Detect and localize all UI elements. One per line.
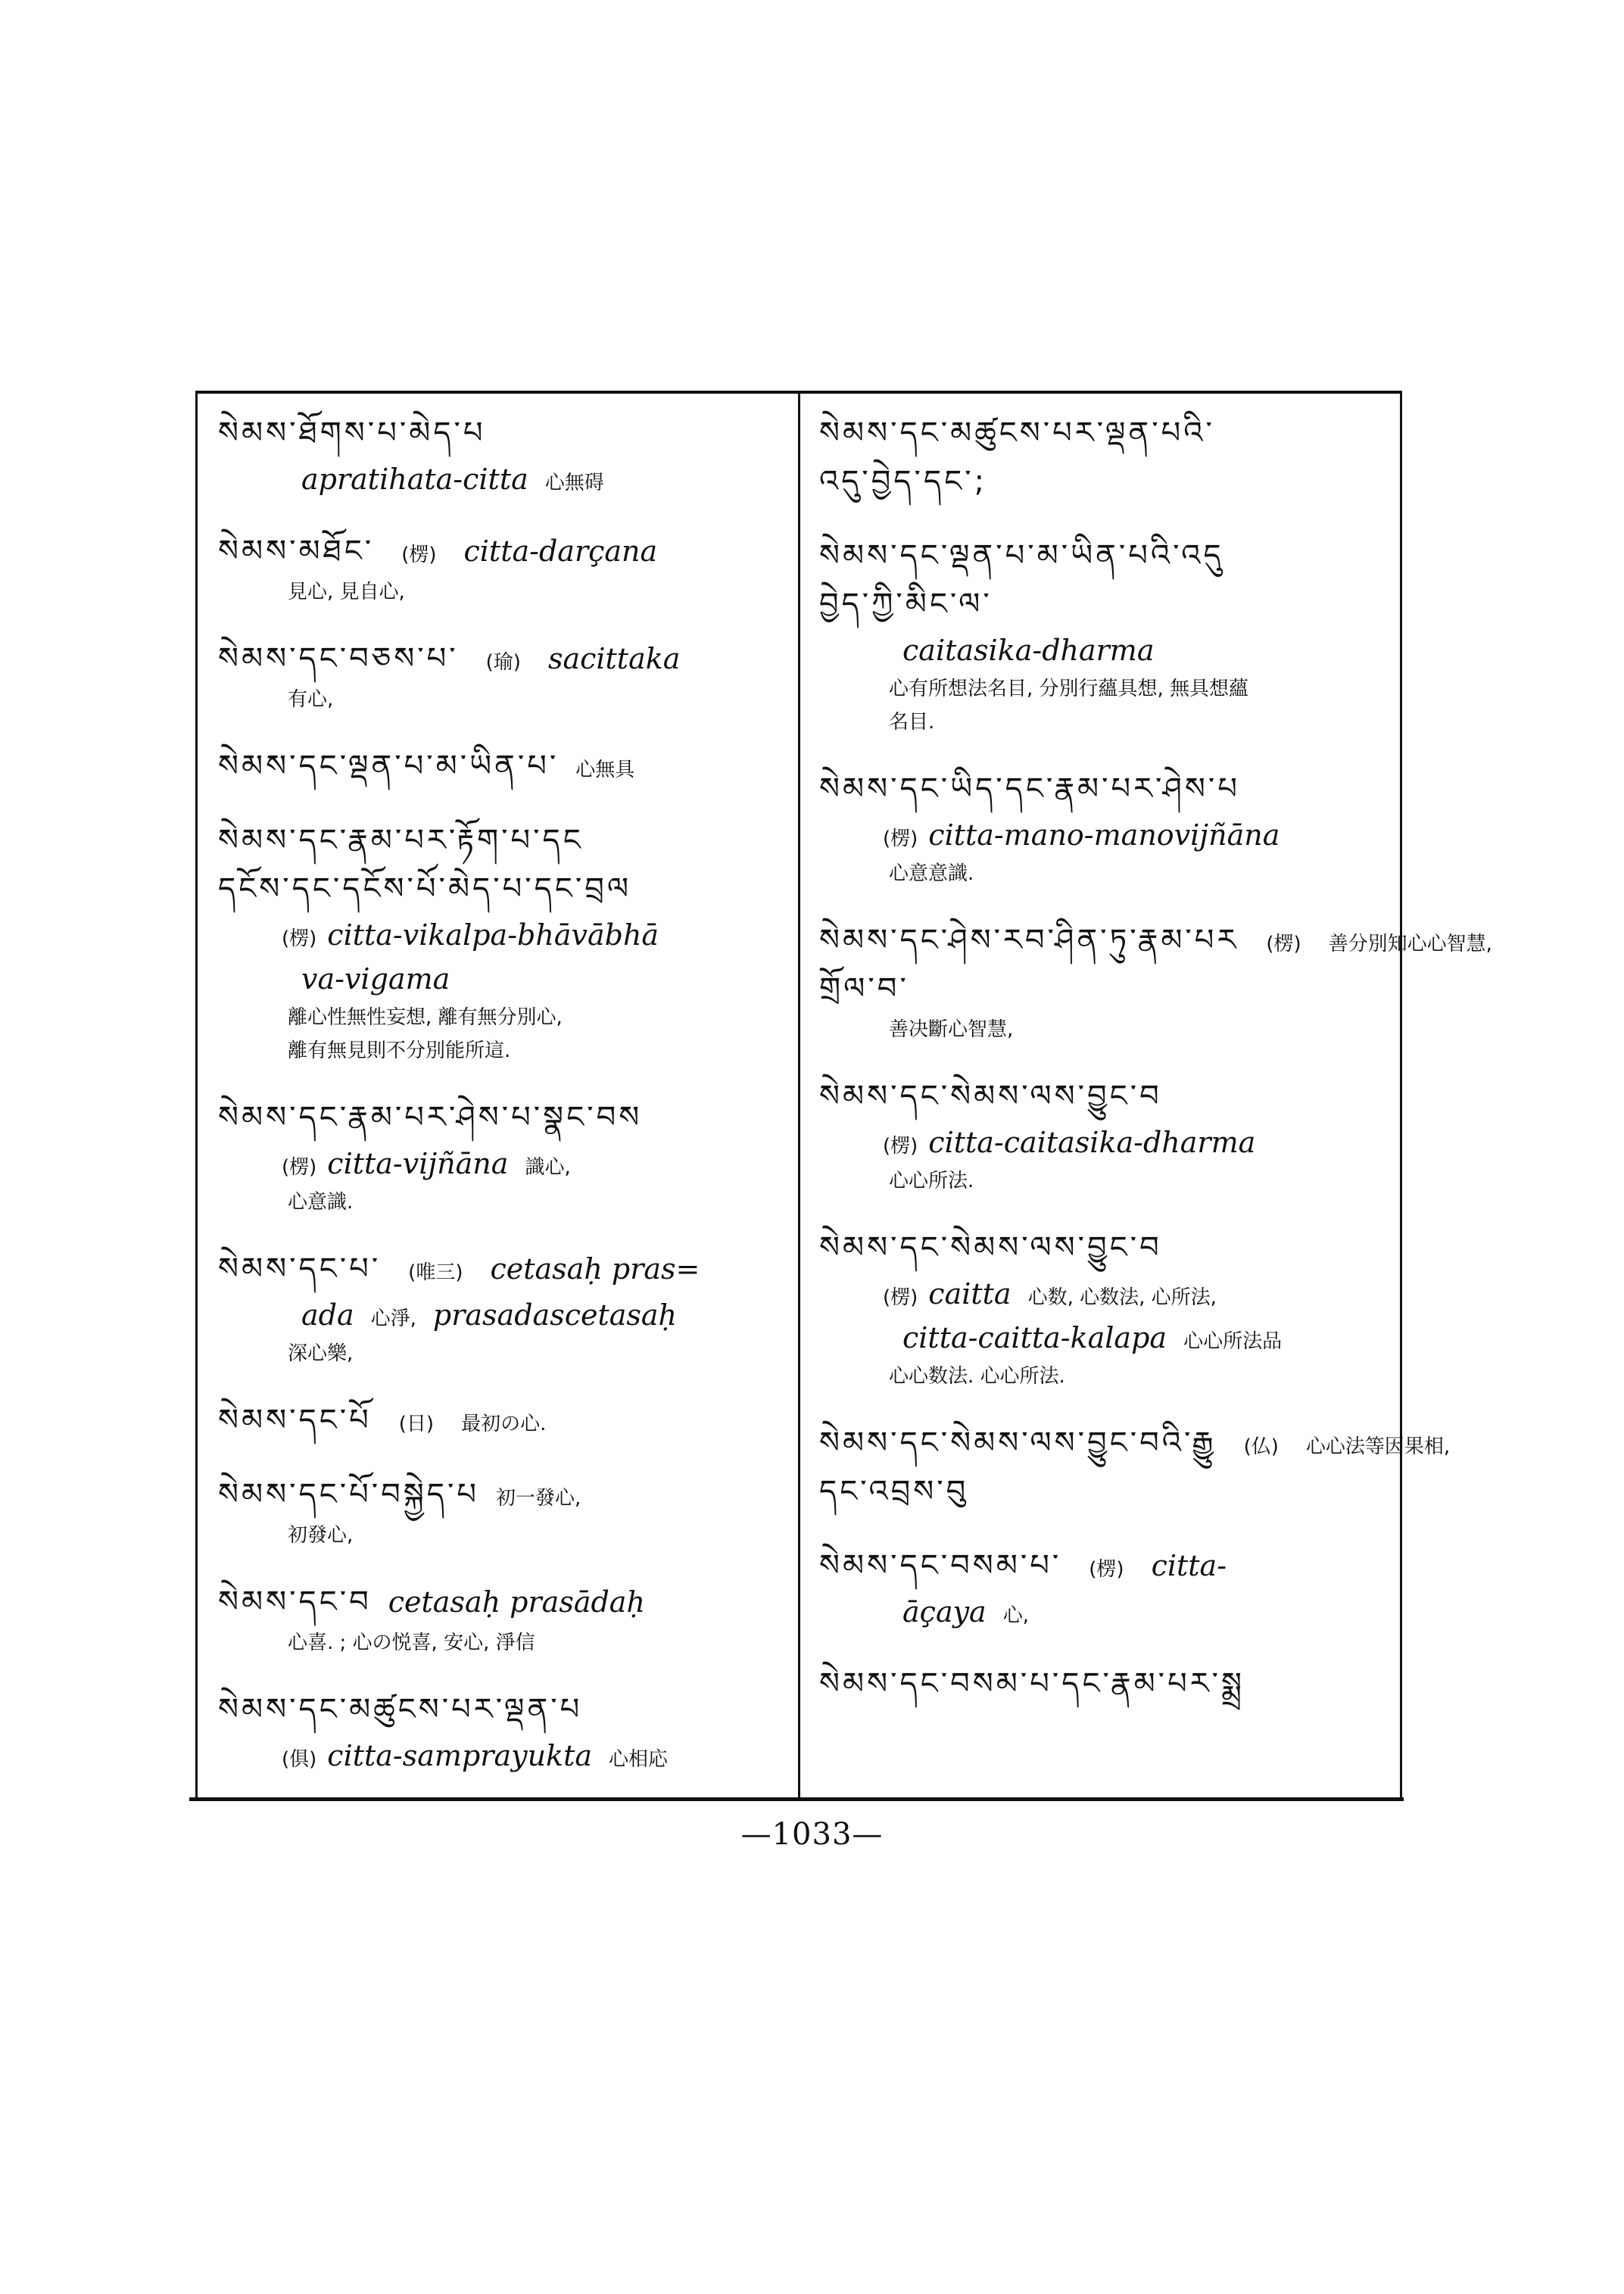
sanskrit-equivalent: citta-caitta-kalapa: [902, 1321, 1167, 1354]
entry-headword-continuation: [819, 965, 1395, 1013]
sanskrit-equivalent: citta-caitasika-dharma: [928, 1126, 1256, 1159]
right-column: [819, 409, 1492, 1734]
entry-detail-line: [819, 1164, 1395, 1198]
dictionary-entry: [819, 1419, 1451, 1516]
entry-detail-line: [218, 1519, 793, 1552]
dictionary-entry: [218, 1578, 793, 1660]
dictionary-entry: [819, 1660, 1395, 1708]
sanskrit-equivalent: cetasaḥ prasādaḥ: [388, 1585, 645, 1619]
dictionary-entry: [819, 1541, 1395, 1634]
tibetan-headword-cont: དང་འབྲས་བུ: [819, 1474, 969, 1509]
gloss-text: 最初の心.: [461, 1413, 547, 1435]
dictionary-entry: [218, 1470, 793, 1552]
entry-headword-line: [218, 634, 793, 683]
sanskrit-equivalent: ada: [301, 1298, 354, 1332]
gloss-text: 心心法等因果相,: [1305, 1435, 1451, 1458]
gloss-text: 心意識.: [288, 1191, 354, 1214]
entry-headword-line: [819, 916, 1492, 965]
tibetan-headword: སེམས་དང་བ: [218, 1585, 372, 1619]
tibetan-headword-cont: འདུ་བྱེད་དང་;: [819, 464, 988, 499]
source-abbrev: (楞): [401, 544, 437, 566]
source-abbrev: (仏): [1243, 1435, 1279, 1458]
entry-headword-line: [218, 1685, 793, 1734]
entry-headword-continuation: [819, 1467, 1395, 1516]
gloss-text: 識心,: [525, 1156, 571, 1179]
tibetan-headword: སེམས་དང་ལྡན་པ་མ་ཡིན་པའི་འདུ: [819, 538, 1224, 573]
source-abbrev: (俱): [282, 1748, 317, 1771]
source-abbrev: (楞): [883, 1286, 918, 1309]
entry-detail-line: [218, 1001, 793, 1034]
entry-headword-line: [218, 1578, 793, 1626]
gloss-text: 心相応: [609, 1748, 669, 1771]
entry-detail-line: [819, 1360, 1395, 1393]
gloss-text: 心有所想法名目, 分別行蘊具想, 無具想蘊: [889, 678, 1249, 700]
tibetan-headword: སེམས་དང་བསམ་པ་དང་རྣམ་པར་སྨྲ: [819, 1666, 1245, 1701]
entry-detail-line: [819, 1316, 1395, 1360]
entry-headword-line: [218, 409, 793, 457]
entry-headword-line: [218, 816, 793, 865]
dictionary-entry: [218, 409, 793, 501]
tibetan-headword: སེམས་དང་པོ: [218, 1403, 372, 1438]
tibetan-headword: སེམས་དང་བསམ་པ་: [819, 1548, 1062, 1583]
source-abbrev: (日): [398, 1413, 435, 1435]
tibetan-headword: སེམས་དང་སེམས་ལས་བྱུང་བའི་རྒྱུ: [819, 1426, 1217, 1460]
tibetan-headword: སེམས་དང་ཤེས་རབ་ཤིན་ཏུ་རྣམ་པར: [819, 923, 1239, 958]
dictionary-entry: [218, 527, 793, 609]
gloss-text: 心,: [1002, 1604, 1029, 1627]
entry-headword-line: [819, 409, 1395, 457]
sanskrit-equivalent: āçaya: [902, 1595, 987, 1629]
dictionary-entry: [819, 1072, 1395, 1198]
entry-headword-line: [819, 1223, 1395, 1272]
entry-detail-line: [218, 683, 793, 716]
gloss-text: 善分別知心心智慧,: [1328, 933, 1492, 955]
sanskrit-equivalent: caitta: [928, 1277, 1011, 1311]
entry-detail-line: [819, 1590, 1395, 1634]
tibetan-headword: སེམས་དང་ལྡན་པ་མ་ཡིན་པ་: [218, 749, 560, 784]
sanskrit-equivalent: apratihata-citta: [301, 463, 528, 496]
sanskrit-equivalent: citta-vijñāna: [327, 1147, 509, 1180]
entry-headword-continuation: [819, 457, 1395, 506]
dictionary-entry: [218, 742, 793, 790]
gloss-text: 心数, 心数法, 心所法,: [1027, 1286, 1217, 1309]
gloss-text: 心淨,: [370, 1308, 416, 1330]
entry-detail-line: [819, 1121, 1395, 1164]
entry-headword-line: [819, 1419, 1451, 1467]
sanskrit-equivalent: citta-: [1151, 1549, 1227, 1582]
gloss-text: 善决斷心智慧,: [889, 1018, 1014, 1041]
entry-headword-line: [819, 1072, 1395, 1121]
dictionary-entry: [819, 1223, 1395, 1393]
gloss-text: 心心所法品: [1183, 1330, 1283, 1353]
entry-headword-line: [218, 1245, 793, 1293]
dictionary-entry: [218, 816, 793, 1068]
entry-headword-line: [819, 1541, 1395, 1590]
dictionary-entry: [819, 531, 1395, 739]
entry-detail-line: [819, 1013, 1395, 1046]
tibetan-headword: སེམས་དང་ཡིད་དང་རྣམ་པར་ཤེས་པ: [819, 771, 1240, 806]
entry-detail-line: [819, 628, 1395, 672]
left-column: [218, 409, 793, 1803]
entry-headword-line: [218, 742, 793, 790]
source-abbrev: (楞): [883, 1135, 918, 1158]
entry-detail-line: [218, 1734, 793, 1778]
entry-headword-line: [819, 1660, 1395, 1708]
page-number: —1033—: [740, 1817, 884, 1852]
dictionary-entry: [218, 634, 793, 716]
entry-headword-continuation: [218, 865, 793, 913]
entry-detail-line: [218, 957, 793, 1001]
entry-detail-line: [819, 706, 1395, 739]
tibetan-headword: སེམས་དང་སེམས་ལས་བྱུང་བ: [819, 1230, 1162, 1265]
gloss-text: 名目.: [889, 711, 935, 734]
entry-detail-line: [218, 913, 793, 957]
dictionary-entry: [218, 1685, 793, 1778]
source-abbrev: (瑜): [485, 651, 521, 674]
sanskrit-equivalent: citta-vikalpa-bhāvābhā: [327, 918, 659, 952]
dictionary-entry: [819, 765, 1395, 890]
entry-headword-continuation: [819, 580, 1395, 628]
entry-headword-line: [819, 531, 1395, 580]
gloss-text: 心意意識.: [889, 862, 974, 885]
sanskrit-equivalent: prasadascetasaḥ: [432, 1298, 678, 1332]
tibetan-headword: སེམས་དང་སེམས་ལས་བྱུང་བ: [819, 1079, 1162, 1114]
entry-detail-line: [819, 672, 1395, 706]
tibetan-headword: སེམས་དང་བཅས་པ་: [218, 641, 459, 676]
tibetan-headword-cont: བྱེད་ཀྱི་མིང་ལ་: [819, 587, 993, 622]
source-abbrev: (楞): [282, 927, 317, 950]
gloss-text: 深心樂,: [288, 1342, 354, 1365]
tibetan-headword: སེམས་དང་རྣམ་པར་རྟོག་པ་དང: [218, 823, 584, 858]
sanskrit-equivalent: citta-samprayukta: [327, 1739, 592, 1772]
sanskrit-equivalent: va-vigama: [301, 962, 450, 996]
sanskrit-equivalent: sacittaka: [547, 642, 681, 675]
sanskrit-equivalent: caitasika-dharma: [902, 634, 1155, 667]
gloss-text: 離心性無性妄想, 離有無分別心,: [288, 1006, 563, 1029]
gloss-text: 心無具: [575, 759, 635, 781]
dictionary-entry: [218, 1396, 793, 1445]
gloss-text: 初一發心,: [496, 1487, 581, 1510]
column-divider: [798, 394, 800, 1797]
entry-headword-line: [218, 1470, 793, 1519]
dictionary-entry: [819, 916, 1492, 1046]
source-abbrev: (楞): [1089, 1558, 1124, 1581]
sanskrit-equivalent: cetasaḥ pras=: [490, 1252, 700, 1286]
dictionary-entry: [819, 409, 1395, 506]
gloss-text: 初發心,: [288, 1524, 354, 1547]
entry-detail-line: [218, 575, 793, 609]
tibetan-headword: སེམས་དང་མཚུངས་པར་ལྡན་པའི་: [819, 416, 1215, 450]
source-abbrev: (楞): [1266, 933, 1301, 955]
tibetan-headword-cont: གྲོལ་བ་: [819, 971, 909, 1006]
gloss-text: 見心, 見自心,: [288, 581, 405, 603]
entry-detail-line: [218, 1337, 793, 1370]
entry-detail-line: [218, 1186, 793, 1219]
sanskrit-equivalent: citta-darçana: [463, 535, 658, 568]
tibetan-headword-cont: དངོས་དང་དངོས་པོ་མེད་པ་དང་བྲལ: [218, 871, 632, 906]
entry-headword-line: [218, 1093, 793, 1142]
tibetan-headword: སེམས་མཐོང་: [218, 534, 375, 569]
dictionary-entry: [218, 1093, 793, 1219]
entry-detail-line: [819, 857, 1395, 890]
entry-detail-line: [218, 1142, 793, 1186]
gloss-text: 心無碍: [544, 472, 604, 494]
sanskrit-equivalent: citta-mano-manovijñāna: [928, 818, 1280, 852]
entry-detail-line: [218, 1034, 793, 1068]
gloss-text: 有心,: [288, 688, 334, 711]
tibetan-headword: སེམས་དང་རྣམ་པར་ཤེས་པ་སྣང་བས: [218, 1100, 643, 1135]
source-abbrev: (唯三): [408, 1261, 463, 1284]
tibetan-headword: སེམས་དང་པོ་བསྐྱེད་པ: [218, 1477, 479, 1512]
entry-headword-line: [218, 1396, 793, 1445]
gloss-text: 心心所法.: [889, 1170, 974, 1192]
entry-detail-line: [218, 1626, 793, 1660]
entry-detail-line: [819, 813, 1395, 857]
dictionary-entry: [218, 1245, 793, 1370]
gloss-text: 心喜. ; 心の悦喜, 安心, 淨信: [288, 1632, 535, 1654]
entry-detail-line: [819, 1272, 1395, 1316]
source-abbrev: (楞): [883, 828, 918, 850]
gloss-text: 心心数法. 心心所法.: [889, 1365, 1065, 1388]
tibetan-headword: སེམས་དང་པ་: [218, 1251, 382, 1286]
entry-detail-line: [218, 1293, 793, 1337]
entry-headword-line: [819, 765, 1395, 813]
tibetan-headword: སེམས་དང་མཚུངས་པར་ལྡན་པ: [218, 1692, 583, 1727]
tibetan-headword: སེམས་ཐོགས་པ་མེད་པ: [218, 416, 486, 450]
source-abbrev: (楞): [282, 1156, 317, 1179]
gloss-text: 離有無見則不分別能所這.: [288, 1039, 511, 1062]
entry-detail-line: [218, 457, 793, 501]
entry-headword-line: [218, 527, 793, 575]
